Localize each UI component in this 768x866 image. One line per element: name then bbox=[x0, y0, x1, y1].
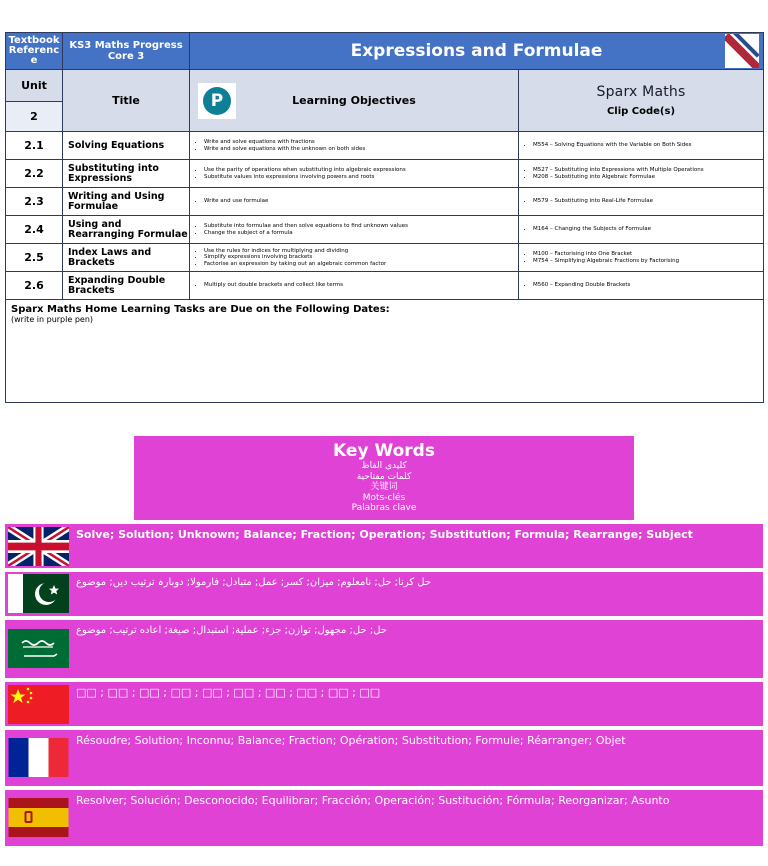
objective-item: • Change the subject of a formula bbox=[204, 230, 518, 237]
lesson-number: 2.5 bbox=[6, 244, 63, 272]
uk-flag-icon bbox=[8, 527, 69, 566]
clip-item: • M164 – Changing the Subjects of Formulae bbox=[533, 226, 763, 233]
lesson-title: Expanding Double Brackets bbox=[63, 272, 190, 300]
objectives-list bbox=[190, 223, 518, 236]
objective-item: • Write and solve equations with fractions bbox=[204, 139, 518, 146]
learning-objectives-label: Learning Objectives bbox=[292, 94, 416, 107]
lesson-title: Solving Equations bbox=[63, 132, 190, 160]
pakistan-flag-icon bbox=[8, 574, 69, 613]
lesson-title: Substituting into Expressions bbox=[63, 160, 190, 188]
table-row bbox=[6, 132, 764, 160]
objectives-list bbox=[190, 167, 518, 180]
lesson-number: 2.3 bbox=[6, 188, 63, 216]
table-row bbox=[6, 160, 764, 188]
table-row bbox=[6, 244, 764, 272]
clip-list bbox=[519, 282, 763, 289]
objectives-list bbox=[190, 248, 518, 268]
france-flag-icon bbox=[8, 738, 69, 777]
page-title-text: Expressions and Formulae bbox=[350, 41, 603, 61]
language-row-french bbox=[5, 730, 763, 786]
clip-item: • M100 – Factorising into One Bracket bbox=[533, 251, 763, 258]
table-row bbox=[6, 272, 764, 300]
objective-item: • Substitute into formulae and then solve equations to find unknown values bbox=[204, 223, 518, 230]
unit-label: Unit bbox=[6, 70, 63, 102]
lesson-number: 2.4 bbox=[6, 216, 63, 244]
clip-list bbox=[519, 198, 763, 205]
lesson-title: Index Laws and Brackets bbox=[63, 244, 190, 272]
french-keywords: Résoudre; Solution; Inconnu; Balance; Fraction; Opération; Substitution; Formule; Réarranger; Objet bbox=[76, 734, 626, 747]
table-row bbox=[6, 188, 764, 216]
saudi-flag-icon bbox=[8, 629, 69, 668]
due-dates-heading: Sparx Maths Home Learning Tasks are Due on the Following Dates: bbox=[11, 304, 390, 315]
key-words-urdu: کلیدی الفاظ bbox=[361, 461, 407, 471]
china-flag-icon bbox=[8, 685, 69, 724]
objectives-list bbox=[190, 139, 518, 152]
clip-list bbox=[519, 142, 763, 149]
course-name: KS3 Maths Progress Core 3 bbox=[63, 33, 190, 70]
clip-item: • M579 – Substituting into Real-Life Formulae bbox=[533, 198, 763, 205]
key-words-title: Key Words bbox=[333, 441, 435, 461]
objective-item: • Factorise an expression by taking out an algebraic common factor bbox=[204, 261, 518, 268]
objective-item: • Use the parity of operations when substituting into algebraic expressions bbox=[204, 167, 518, 174]
arabic-keywords: حل; حل; مجهول; توازن; جزء; عملية; استبدال; صيغة; اعاده ترتيب; موضوع bbox=[76, 625, 387, 636]
objectives-list bbox=[190, 198, 518, 205]
language-row-spanish bbox=[5, 790, 763, 846]
clip-codes-header bbox=[519, 70, 764, 132]
lesson-number: 2.1 bbox=[6, 132, 63, 160]
english-keywords: Solve; Solution; Unknown; Balance; Fraction; Operation; Substitution; Formula; Rearrange; Subject bbox=[76, 528, 693, 541]
page-title bbox=[190, 33, 764, 70]
spain-flag-icon bbox=[8, 798, 69, 837]
key-words-arabic: كلمات مفتاحية bbox=[356, 471, 412, 482]
textbook-reference-label: Textbook Referenc e bbox=[6, 33, 63, 70]
clip-list bbox=[519, 167, 763, 180]
objective-item: • Substitute values into expressions involving powers and roots bbox=[204, 174, 518, 181]
language-row-arabic bbox=[5, 620, 763, 678]
topic-table bbox=[5, 32, 764, 403]
due-dates-box[interactable] bbox=[6, 300, 764, 403]
unit-number: 2 bbox=[6, 102, 63, 132]
clip-list bbox=[519, 251, 763, 264]
school-logo bbox=[725, 34, 759, 68]
lesson-title: Writing and Using Formulae bbox=[63, 188, 190, 216]
objective-item: • Use the rules for indices for multiplying and dividing bbox=[204, 248, 518, 255]
lesson-number: 2.6 bbox=[6, 272, 63, 300]
learning-objectives-header bbox=[190, 70, 519, 132]
objective-item: • Write and solve equations with the unknown on both sides bbox=[204, 146, 518, 153]
key-words-chinese: 关键词 bbox=[370, 482, 398, 492]
table-row bbox=[6, 216, 764, 244]
language-row-urdu bbox=[5, 572, 763, 616]
lesson-number: 2.2 bbox=[6, 160, 63, 188]
lesson-title: Using and Rearranging Formulae bbox=[63, 216, 190, 244]
due-dates-note: (write in purple pen) bbox=[11, 315, 94, 324]
spanish-keywords: Resolver; Solución; Desconocido; Equilibrar; Fracción; Operación; Sustitución; Fórmula; Reorganizar; Asunto bbox=[76, 794, 670, 807]
clip-codes-label: Clip Code(s) bbox=[606, 106, 676, 117]
clip-item: • M560 – Expanding Double Brackets bbox=[533, 282, 763, 289]
sparx-logo: Sparx Maths bbox=[596, 84, 686, 100]
clip-list bbox=[519, 226, 763, 233]
key-words-french: Mots-clés bbox=[362, 492, 406, 503]
title-label: Title bbox=[63, 70, 190, 132]
urdu-keywords: حل کرنا; حل; نامعلوم; میزان; کسر; عمل; متبادل; فارمولا; دوبارہ ترتیب دیں; موضوع bbox=[76, 577, 432, 588]
clip-item: • M754 – Simplifying Algebraic Fractions by Factorising bbox=[533, 258, 763, 265]
pearson-logo: P bbox=[198, 83, 236, 119]
objective-item: • Multiply out double brackets and collect like terms bbox=[204, 282, 518, 289]
clip-item: • M554 – Solving Equations with the Variable on Both Sides bbox=[533, 142, 763, 149]
key-words-spanish: Palabras clave bbox=[351, 503, 417, 513]
language-row-english bbox=[5, 524, 763, 568]
objective-item: • Simplify expressions involving brackets bbox=[204, 254, 518, 261]
clip-item: • M208 – Substituting into Algebraic Formulae bbox=[533, 174, 763, 181]
objective-item: • Write and use formulae bbox=[204, 198, 518, 205]
language-row-chinese bbox=[5, 682, 763, 726]
objectives-list bbox=[190, 282, 518, 289]
clip-item: • M527 – Substituting into Expressions with Multiple Operations bbox=[533, 167, 763, 174]
key-words-banner bbox=[134, 436, 634, 520]
chinese-keywords: □□ ; □□ ; □□ ; □□ ; □□ ; □□ ; □□ ; □□ ; □□ ; □□ bbox=[76, 686, 381, 699]
